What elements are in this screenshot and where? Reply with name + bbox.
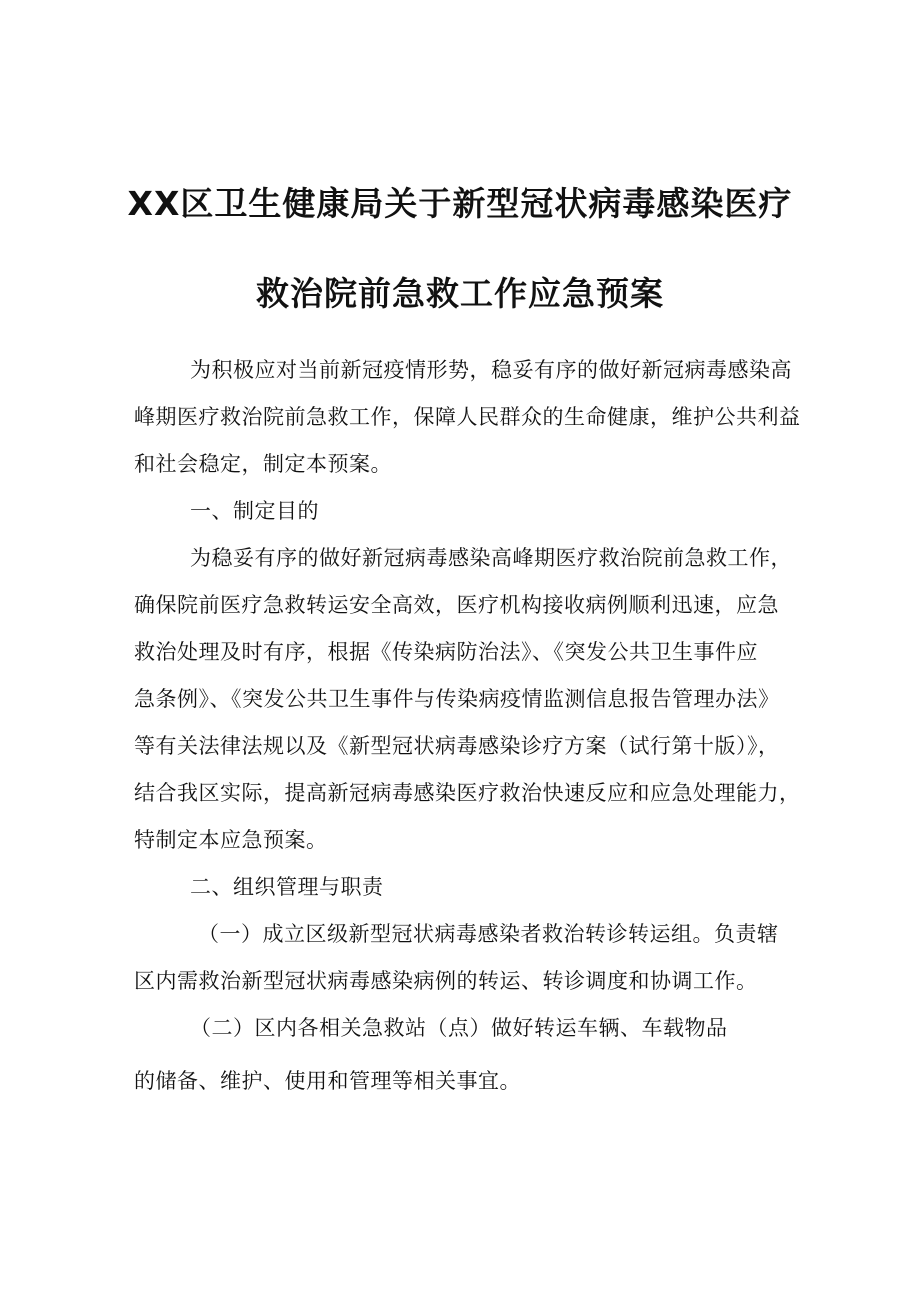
paragraph-intro-line-2: 峰期医疗救治院前急救工作，保障人民群众的生命健康，维护公共利益: [134, 405, 801, 429]
paragraph-purpose-line-5: 等有关法律法规以及《新型冠状病毒感染诊疗方案（试行第十版）》，: [134, 734, 780, 758]
paragraph-intro-line-3: 和社会稳定，制定本预案。: [134, 452, 392, 476]
paragraph-purpose-line-7: 特制定本应急预案。: [134, 828, 328, 852]
paragraph-purpose-line-2: 确保院前医疗急救转运安全高效，医疗机构接收病例顺利迅速，应急: [134, 593, 779, 617]
paragraph-item-2-line-2: 的储备、维护、使用和管理等相关事宜。: [134, 1069, 521, 1093]
section-heading-2: 二、组织管理与职责: [190, 875, 384, 899]
paragraph-item-2-line-1: （二）区内各相关急救站（点）做好转运车辆、车载物品: [190, 1016, 728, 1040]
paragraph-purpose-line-6: 结合我区实际，提高新冠病毒感染医疗救治快速反应和应急处理能力，: [134, 781, 801, 805]
section-heading-1: 一、制定目的: [190, 499, 319, 523]
paragraph-purpose-line-1: 为稳妥有序的做好新冠病毒感染高峰期医疗救治院前急救工作，: [190, 546, 792, 570]
paragraph-item-1-line-2: 区内需救治新型冠状病毒感染病例的转运、转诊调度和协调工作。: [134, 969, 758, 993]
document-title-line-1: XX区卫生健康局关于新型冠状病毒感染医疗: [127, 184, 793, 223]
paragraph-purpose-line-3: 救治处理及时有序，根据《传染病防治法》、《突发公共卫生事件应: [134, 640, 758, 664]
paragraph-purpose-line-4: 急条例》、《突发公共卫生事件与传染病疫情监测信息报告管理办法》: [134, 687, 780, 711]
paragraph-item-1-line-1: （一）成立区级新型冠状病毒感染者救治转诊转运组。负责辖: [198, 922, 779, 946]
paragraph-intro-line-1: 为积极应对当前新冠疫情形势，稳妥有序的做好新冠病毒感染高: [190, 358, 792, 382]
document-title-line-2: 救治院前急救工作应急预案: [256, 274, 664, 313]
